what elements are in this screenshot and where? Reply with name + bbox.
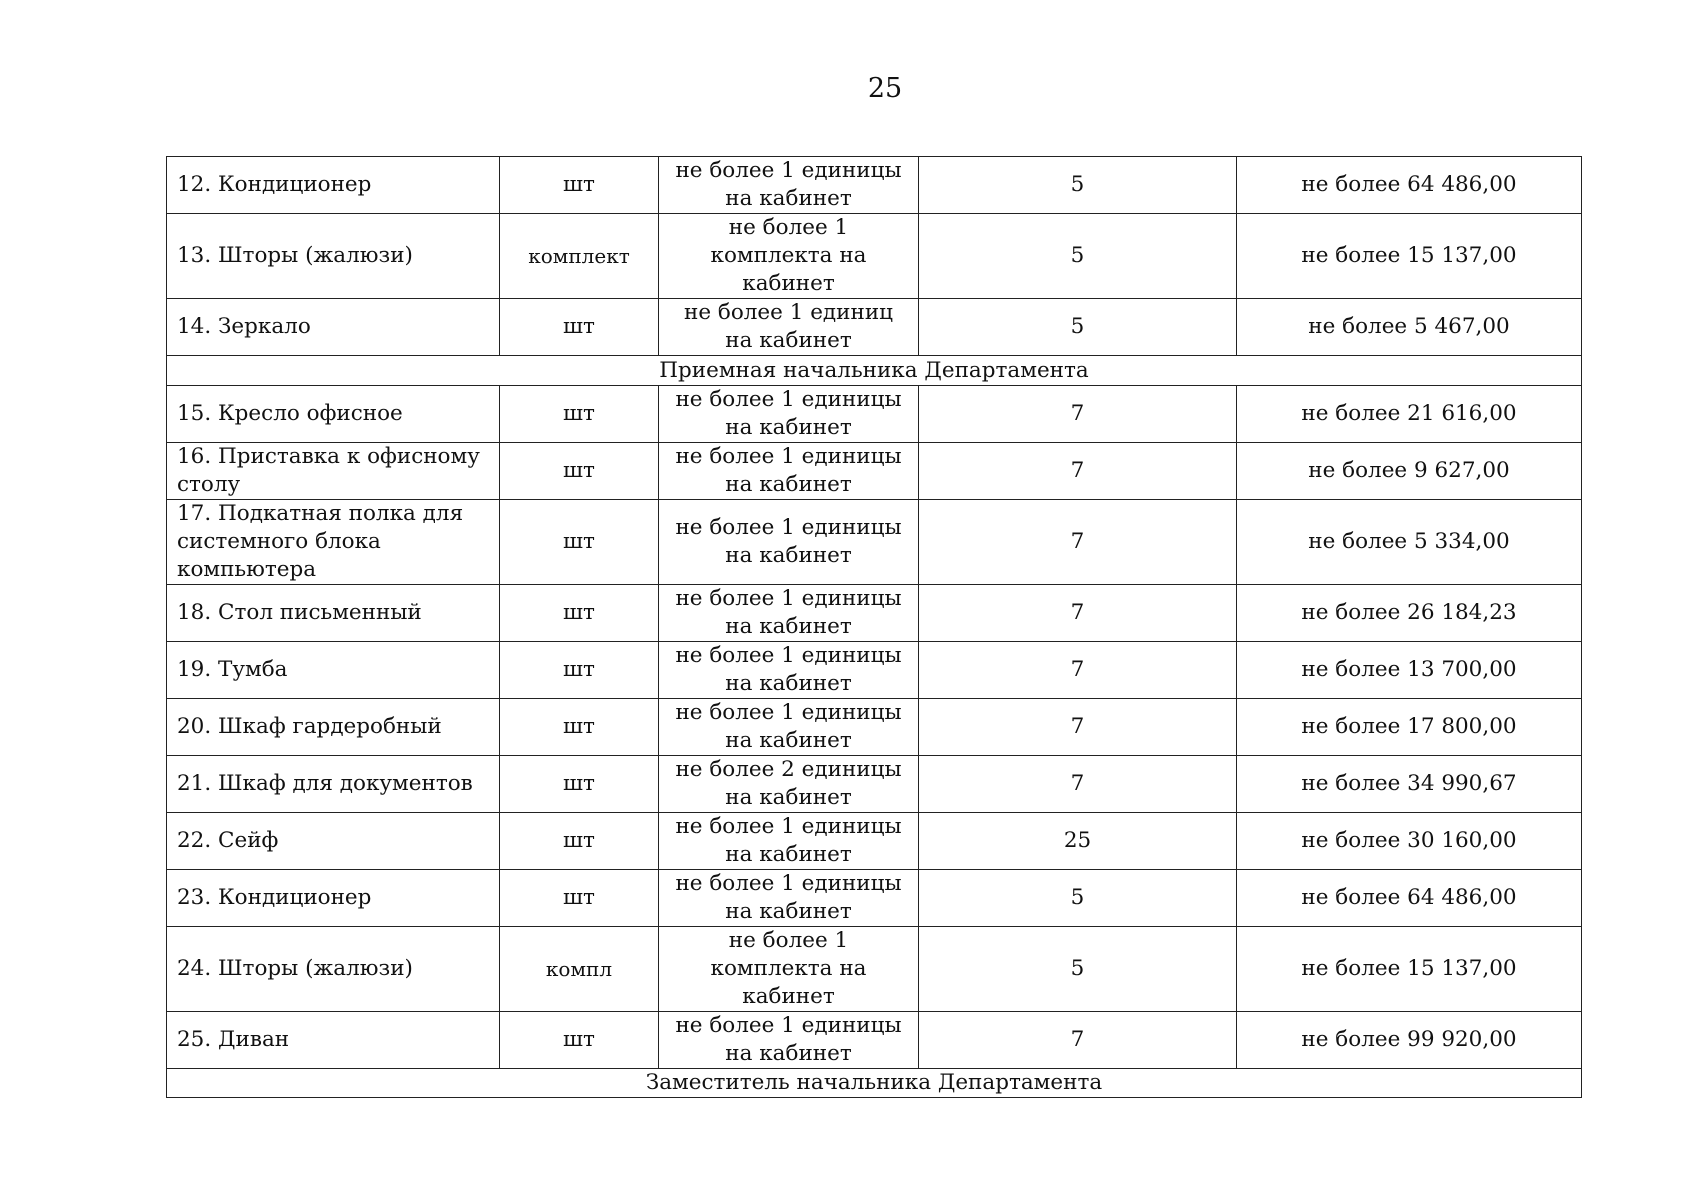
item-price: не более 34 990,67 <box>1237 756 1582 813</box>
item-unit: шт <box>500 642 659 699</box>
item-count: 7 <box>919 756 1237 813</box>
item-norm: не более 2 единицы на кабинет <box>659 756 919 813</box>
item-count: 5 <box>919 299 1237 356</box>
item-name: 14. Зеркало <box>167 299 500 356</box>
item-price: не более 64 486,00 <box>1237 870 1582 927</box>
item-unit: шт <box>500 443 659 500</box>
item-norm: не более 1 единицы на кабинет <box>659 870 919 927</box>
item-name: 16. Приставка к офисному столу <box>167 443 500 500</box>
item-norm: не более 1 единицы на кабинет <box>659 585 919 642</box>
section-title: Заместитель начальника Департамента <box>167 1069 1582 1098</box>
table-row <box>167 299 1582 356</box>
table-row <box>167 927 1582 1012</box>
item-name: 21. Шкаф для документов <box>167 756 500 813</box>
item-price: не более 21 616,00 <box>1237 386 1582 443</box>
item-norm: не более 1 единицы на кабинет <box>659 1012 919 1069</box>
item-norm: не более 1 единицы на кабинет <box>659 157 919 214</box>
item-count: 5 <box>919 927 1237 1012</box>
table-row <box>167 386 1582 443</box>
item-unit: шт <box>500 699 659 756</box>
item-name: 23. Кондиционер <box>167 870 500 927</box>
item-price: не более 15 137,00 <box>1237 214 1582 299</box>
item-count: 7 <box>919 699 1237 756</box>
table-row <box>167 585 1582 642</box>
table-row <box>167 870 1582 927</box>
item-count: 7 <box>919 642 1237 699</box>
item-name: 18. Стол письменный <box>167 585 500 642</box>
item-count: 7 <box>919 1012 1237 1069</box>
item-norm: не более 1 единицы на кабинет <box>659 500 919 585</box>
item-count: 5 <box>919 870 1237 927</box>
item-price: не более 30 160,00 <box>1237 813 1582 870</box>
item-price: не более 15 137,00 <box>1237 927 1582 1012</box>
item-count: 7 <box>919 585 1237 642</box>
table-row <box>167 500 1582 585</box>
item-norm: не более 1 единиц на кабинет <box>659 299 919 356</box>
item-norm: не более 1 комплекта на кабинет <box>659 214 919 299</box>
item-name: 15. Кресло офисное <box>167 386 500 443</box>
section-row <box>167 356 1582 386</box>
section-row <box>167 1069 1582 1098</box>
item-norm: не более 1 единицы на кабинет <box>659 699 919 756</box>
furniture-norms-table <box>166 156 1582 1098</box>
section-title: Приемная начальника Департамента <box>167 356 1582 386</box>
item-unit: шт <box>500 386 659 443</box>
page-number: 25 <box>867 73 903 104</box>
item-count: 7 <box>919 443 1237 500</box>
item-name: 17. Подкатная полка для системного блока компьютера <box>167 500 500 585</box>
item-name: 22. Сейф <box>167 813 500 870</box>
table-row <box>167 813 1582 870</box>
item-count: 5 <box>919 157 1237 214</box>
item-norm: не более 1 единицы на кабинет <box>659 443 919 500</box>
item-name: 19. Тумба <box>167 642 500 699</box>
item-unit: шт <box>500 157 659 214</box>
item-unit: комплект <box>500 214 659 299</box>
item-norm: не более 1 единицы на кабинет <box>659 813 919 870</box>
item-unit: шт <box>500 1012 659 1069</box>
item-name: 13. Шторы (жалюзи) <box>167 214 500 299</box>
table-row <box>167 214 1582 299</box>
item-price: не более 17 800,00 <box>1237 699 1582 756</box>
item-unit: шт <box>500 500 659 585</box>
item-count: 25 <box>919 813 1237 870</box>
item-norm: не более 1 единицы на кабинет <box>659 386 919 443</box>
item-unit: шт <box>500 870 659 927</box>
item-name: 25. Диван <box>167 1012 500 1069</box>
table-row <box>167 1012 1582 1069</box>
item-unit: шт <box>500 756 659 813</box>
item-norm: не более 1 комплекта на кабинет <box>659 927 919 1012</box>
item-name: 24. Шторы (жалюзи) <box>167 927 500 1012</box>
item-price: не более 5 467,00 <box>1237 299 1582 356</box>
item-unit: компл <box>500 927 659 1012</box>
table-row <box>167 642 1582 699</box>
item-price: не более 13 700,00 <box>1237 642 1582 699</box>
item-name: 12. Кондиционер <box>167 157 500 214</box>
table-row <box>167 443 1582 500</box>
item-unit: шт <box>500 299 659 356</box>
item-norm: не более 1 единицы на кабинет <box>659 642 919 699</box>
item-unit: шт <box>500 585 659 642</box>
table-row <box>167 699 1582 756</box>
item-price: не более 5 334,00 <box>1237 500 1582 585</box>
table-row <box>167 756 1582 813</box>
item-count: 5 <box>919 214 1237 299</box>
item-price: не более 9 627,00 <box>1237 443 1582 500</box>
table-row <box>167 157 1582 214</box>
item-unit: шт <box>500 813 659 870</box>
item-name: 20. Шкаф гардеробный <box>167 699 500 756</box>
item-price: не более 99 920,00 <box>1237 1012 1582 1069</box>
item-count: 7 <box>919 500 1237 585</box>
item-price: не более 26 184,23 <box>1237 585 1582 642</box>
item-price: не более 64 486,00 <box>1237 157 1582 214</box>
item-count: 7 <box>919 386 1237 443</box>
